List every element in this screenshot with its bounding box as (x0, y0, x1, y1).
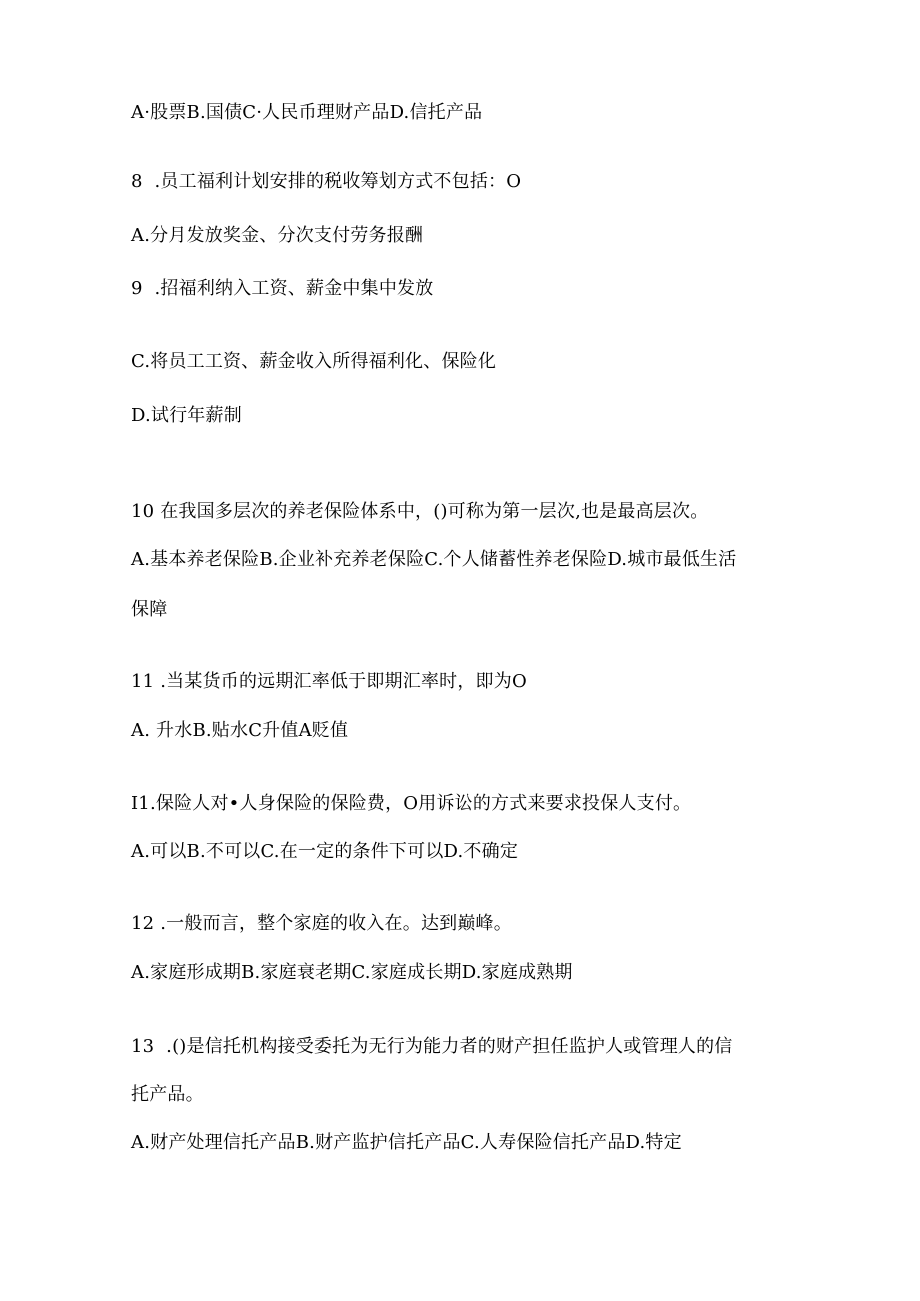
question-13: 13 .()是信托机构接受委托为无行为能力者的财产担任监护人或管理人的信 (131, 1036, 733, 1057)
question-13-continued: 托产品。 (131, 1084, 204, 1105)
answer-options-13: A.财产处理信托产品B.财产监护信托产品C.人寿保险信托产品D.特定 (131, 1132, 682, 1153)
question-11: 11 .当某货币的远期汇率低于即期汇率时，即为O (131, 671, 527, 692)
answer-options-10-continued: 保障 (131, 599, 168, 620)
answer-options-10: A.基本养老保险B.企业补充养老保险C.个人储蓄性养老保险D.城市最低生活 (131, 549, 737, 570)
answer-options-11: A. 升水B.贴水C升值A贬值 (131, 720, 349, 741)
question-12: 12 .一般而言，整个家庭的收入在。达到巅峰。 (131, 913, 512, 934)
answer-options-7: A·股票B.国债C·人民币理财产品D.信托产品 (131, 102, 483, 123)
question-10: 10 在我国多层次的养老保险体系中，()可称为第一层次,也是最高层次。 (131, 501, 709, 522)
question-9: 9 .招福利纳入工资、薪金中集中发放 (131, 278, 434, 299)
question-11-duplicate: I1.保险人对•人身保险的保险费，O用诉讼的方式来要求投保人支付。 (131, 793, 692, 814)
answer-options-12: A.家庭形成期B.家庭衰老期C.家庭成长期D.家庭成熟期 (131, 962, 573, 983)
answer-options-11-duplicate: A.可以B.不可以C.在一定的条件下可以D.不确定 (131, 841, 519, 862)
option-d-9: D.试行年薪制 (131, 405, 242, 426)
option-a-8: A.分月发放奖金、分次支付劳务报酬 (131, 225, 424, 246)
question-8: 8 .员工福利计划安排的税收筹划方式不包括：O (131, 171, 522, 192)
option-c-9: C.将员工工资、薪金收入所得福利化、保险化 (131, 351, 497, 372)
